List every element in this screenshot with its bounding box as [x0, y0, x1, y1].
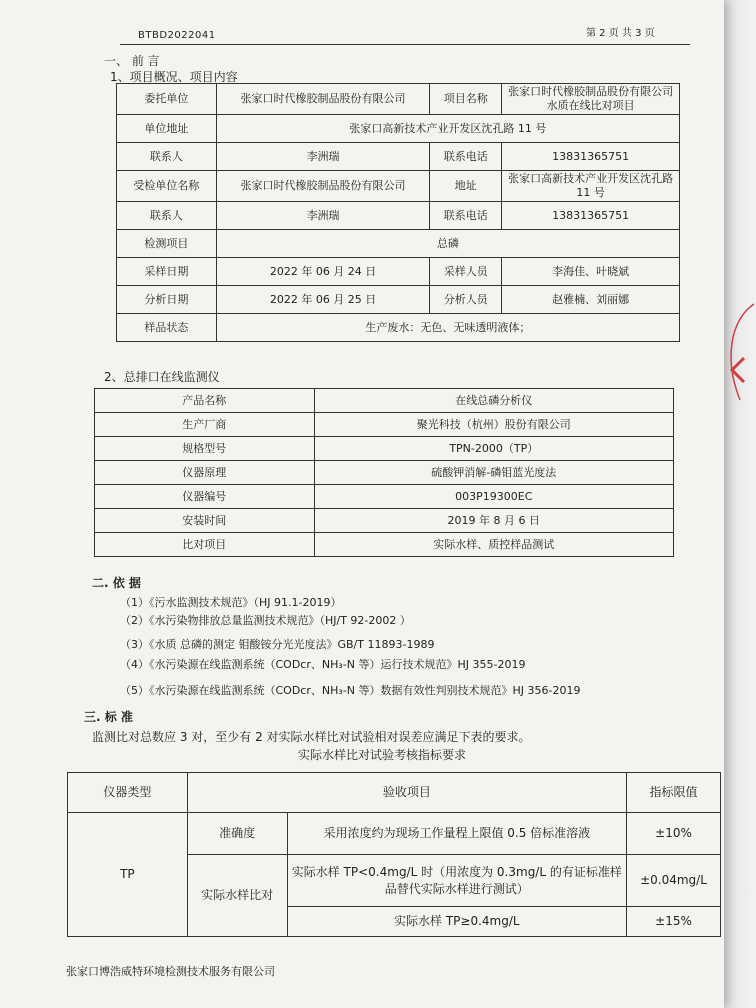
instrument-row: [95, 533, 674, 557]
cell-label: 联系电话: [430, 202, 502, 230]
cell-label: 采样日期: [117, 258, 217, 286]
cell-value: 张家口高新技术产业开发区沈孔路 11 号: [216, 115, 679, 143]
high-limit: ±15%: [627, 907, 721, 937]
cell-label: 采样人员: [430, 258, 502, 286]
cell-value: 张家口时代橡胶制品股份有限公司: [216, 171, 430, 202]
instrument-row: [95, 389, 674, 413]
criteria-table: [67, 772, 721, 937]
low-desc: 实际水样 TP<0.4mg/L 时（用浓度为 0.3mg/L 的有证标准样品替代实际水样进行测试）: [287, 855, 626, 907]
compare-label: 实际水样比对: [187, 855, 287, 937]
basis-item: （1）《污水监测技术规范》（HJ 91.1-2019）: [120, 596, 342, 609]
cell-label: 项目名称: [430, 84, 502, 115]
criteria-table-title: 实际水样比对试验考核指标要求: [298, 748, 467, 762]
cell-value: 张家口时代橡胶制品股份有限公司水质在线比对项目: [502, 84, 680, 115]
header-cell: 验收项目: [187, 773, 626, 813]
instrument-row: [95, 413, 674, 437]
cell-value: 13831365751: [502, 143, 680, 171]
cell-label: 单位地址: [117, 115, 217, 143]
cell-label: 地址: [430, 171, 502, 202]
cell-value: 李洲瑞: [216, 143, 430, 171]
cell-value: 实际水样、质控样品测试: [314, 533, 673, 557]
basis-item: （2）《水污染物排放总量监测技术规范》（HJ/T 92-2002 ）: [120, 614, 411, 627]
instrument-type-cell: TP: [68, 813, 188, 937]
high-desc: 实际水样 TP≥0.4mg/L: [287, 907, 626, 937]
cell-value: 硫酸钾消解-磷钼蓝光度法: [314, 461, 673, 485]
cell-label: 比对项目: [95, 533, 315, 557]
basis-item: （3）《水质 总磷的测定 钼酸铵分光光度法》GB/T 11893-1989: [120, 638, 435, 651]
cell-value: 张家口时代橡胶制品股份有限公司: [216, 84, 430, 115]
cell-label: 联系人: [117, 143, 217, 171]
cell-label: 联系人: [117, 202, 217, 230]
cell-value: 2019 年 8 月 6 日: [314, 509, 673, 533]
cell-value: 聚光科技（杭州）股份有限公司: [314, 413, 673, 437]
cell-label: 分析人员: [430, 286, 502, 314]
cell-label: 仪器编号: [95, 485, 315, 509]
instrument-row: [95, 509, 674, 533]
cell-label: 受检单位名称: [117, 171, 217, 202]
cell-label: 分析日期: [117, 286, 217, 314]
header-divider: [120, 44, 690, 45]
section2-title: 二. 依 据: [92, 576, 141, 590]
section3-title: 三. 标 准: [84, 710, 133, 724]
instrument-row: [95, 485, 674, 509]
cell-value: 在线总磷分析仪: [314, 389, 673, 413]
section1-sub1: 1、项目概况、项目内容: [110, 70, 238, 84]
basis-item: （5）《水污染源在线监测系统（CODcr、NH₃-N 等）数据有效性判别技术规范》HJ 356-2019: [120, 684, 581, 697]
cell-value: 生产废水：无色、无味透明液体；: [216, 314, 679, 342]
section1-title: 一、 前 言: [104, 54, 160, 68]
accuracy-label: 准确度: [187, 813, 287, 855]
header-cell: 仪器类型: [68, 773, 188, 813]
project-info-table: [116, 83, 680, 342]
footer-company: 张家口博浩威特环境检测技术服务有限公司: [66, 965, 275, 978]
section1-sub2: 2、总排口在线监测仪: [104, 370, 220, 384]
cell-value: 李洲瑞: [216, 202, 430, 230]
cell-value: 李海佳、叶晓斌: [502, 258, 680, 286]
cell-value: 2022 年 06 月 25 日: [216, 286, 430, 314]
low-limit: ±0.04mg/L: [627, 855, 721, 907]
cell-value: 总磷: [216, 230, 679, 258]
cell-label: 检测项目: [117, 230, 217, 258]
cell-label: 规格型号: [95, 437, 315, 461]
instrument-table: [94, 388, 674, 557]
cell-label: 联系电话: [430, 143, 502, 171]
header-cell: 指标限值: [627, 773, 721, 813]
cell-value: 13831365751: [502, 202, 680, 230]
accuracy-desc: 采用浓度约为现场工作量程上限值 0.5 倍标准溶液: [287, 813, 626, 855]
cell-label: 安装时间: [95, 509, 315, 533]
cell-label: 产品名称: [95, 389, 315, 413]
section3-text: 监测比对总数应 3 对，至少有 2 对实际水样比对试验相对误差应满足下表的要求。: [92, 730, 531, 744]
cell-value: 2022 年 06 月 24 日: [216, 258, 430, 286]
instrument-row: [95, 437, 674, 461]
cell-value: 赵雅楠、刘丽娜: [502, 286, 680, 314]
instrument-row: [95, 461, 674, 485]
cell-value: 张家口高新技术产业开发区沈孔路 11 号: [502, 171, 680, 202]
report-number: BTBD2022041: [138, 30, 216, 41]
accuracy-limit: ±10%: [627, 813, 721, 855]
cell-label: 生产厂商: [95, 413, 315, 437]
cell-label: 仪器原理: [95, 461, 315, 485]
cell-label: 委托单位: [117, 84, 217, 115]
red-stamp-fragment: [710, 300, 756, 430]
cell-label: 样品状态: [117, 314, 217, 342]
page-number: 第 2 页 共 3 页: [586, 28, 655, 39]
cell-value: TPN-2000（TP）: [314, 437, 673, 461]
basis-item: （4）《水污染源在线监测系统（CODcr、NH₃-N 等）运行技术规范》HJ 355-2019: [120, 658, 526, 671]
cell-value: 003P19300EC: [314, 485, 673, 509]
